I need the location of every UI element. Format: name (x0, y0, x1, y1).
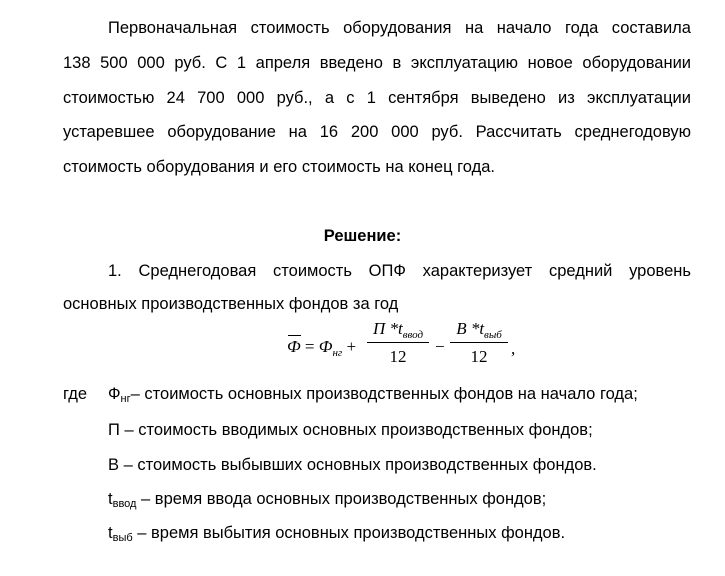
fraction-2-denominator: 12 (470, 347, 488, 366)
average-cost-formula (287, 318, 527, 374)
problem-line-2: 138 500 000 руб. С 1 апреля введено в эксплуатацию новое оборудовании (63, 54, 691, 72)
formula-fraction-2 (450, 318, 508, 368)
fraction-2-num-main: В *t (456, 319, 485, 338)
formula-term1-symbol: Ф (318, 337, 333, 356)
problem-line-4: устаревшее оборудование на 16 200 000 руб. Рассчитать среднегодовую (63, 123, 691, 141)
definition-5-symbol: t (108, 524, 113, 542)
formula-minus: − (435, 337, 445, 356)
solution-line-1: 1. Среднегодовая стоимость ОПФ характеризует средний уровень (108, 262, 691, 280)
formula-lhs-symbol: Ф (287, 337, 301, 356)
solution-line-2: основных производственных фондов за год (63, 295, 399, 313)
overline-mark (288, 335, 301, 336)
formula-equals: = (304, 337, 315, 356)
formula-lhs (287, 337, 356, 357)
fraction-2-num-sub: выб (484, 329, 502, 341)
definition-3: В – стоимость выбывших основных производственных фондов. (108, 456, 597, 474)
definition-5-sub: выб (112, 532, 133, 544)
definition-2: П – стоимость вводимых основных производственных фондов; (108, 421, 593, 439)
definition-1-symbol: Ф (108, 385, 121, 403)
definition-4-sub: ввод (112, 498, 137, 510)
formula-term1-sub: нг (332, 347, 343, 359)
fraction-1-numerator (367, 318, 429, 340)
definition-4 (108, 489, 546, 511)
fraction-1-num-sub: ввод (402, 329, 424, 341)
problem-line-5: стоимость оборудования и его стоимость на конец года. (63, 158, 495, 176)
fraction-1-denominator: 12 (389, 347, 407, 366)
solution-heading: Решение: (323, 227, 402, 245)
fraction-2-bar (450, 342, 508, 343)
definition-5-text: – время выбытия основных производственных фондов. (132, 524, 566, 542)
fraction-1-bar (367, 342, 429, 343)
definition-4-symbol: t (108, 490, 113, 508)
fraction-1-num-main: П *t (372, 319, 403, 338)
where-label: где (63, 385, 88, 403)
formula-fraction-1 (367, 318, 429, 368)
formula-trailing-comma: , (511, 339, 516, 358)
definition-1-text: – стоимость основных производственных фондов на начало года; (130, 385, 638, 403)
problem-line-1: Первоначальная стоимость оборудования на начало года составила (108, 19, 691, 37)
definition-4-text: – время ввода основных производственных фондов; (136, 490, 547, 508)
definition-5 (108, 523, 565, 545)
problem-line-3: стоимостью 24 700 000 руб., а с 1 сентября выведено из эксплуатации (63, 89, 691, 107)
fraction-2-numerator (450, 318, 508, 340)
formula-plus: + (346, 337, 357, 356)
definition-1-sub: нг (120, 393, 131, 405)
definition-1 (108, 384, 638, 406)
